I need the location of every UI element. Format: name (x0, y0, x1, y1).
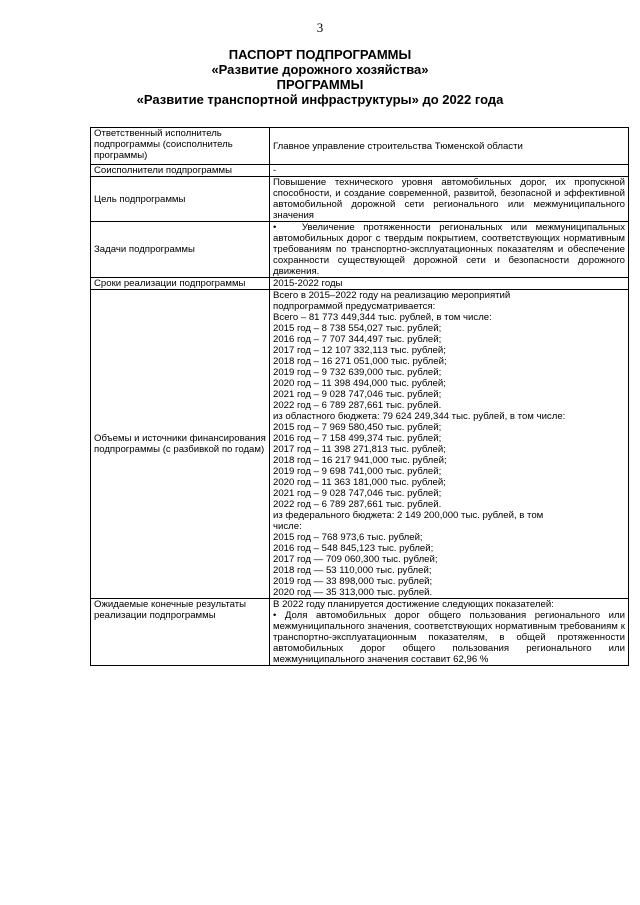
terms-value: 2015-2022 годы (270, 278, 629, 290)
financing-line: 2019 год — 33 898,000 тыс. рублей; (273, 576, 433, 587)
table-row-results (91, 599, 629, 666)
executor-label: Ответственный исполнитель подпрограммы (соисполнитель программы) (91, 128, 270, 165)
financing-line: 2016 год – 548 845,123 тыс. рублей; (273, 543, 434, 554)
table-row-executor (91, 128, 629, 165)
financing-line: 2018 год – 16 271 051,000 тыс. рублей; (273, 356, 447, 367)
financing-line: 2015 год – 7 969 580,450 тыс. рублей; (273, 422, 442, 433)
financing-line: Всего в 2015–2022 году на реализацию мероприятий (273, 290, 511, 301)
financing-line: 2019 год – 9 698 741,000 тыс. рублей; (273, 466, 442, 477)
table-row-terms (91, 278, 629, 290)
financing-line: 2021 год – 9 028 747,046 тыс. рублей; (273, 488, 442, 499)
financing-line: из федерального бюджета: 2 149 200,000 тыс. рублей, в том (273, 510, 544, 521)
results-intro: В 2022 году планируется достижение следующих показателей: (273, 599, 554, 610)
financing-line: 2022 год – 6 789 287,661 тыс. рублей. (273, 400, 442, 411)
financing-line: 2017 год – 12 107 332,113 тыс. рублей; (273, 345, 446, 356)
financing-value (270, 290, 629, 599)
title-line-2: «Развитие дорожного хозяйства» (211, 62, 429, 77)
table-row-tasks (91, 222, 629, 278)
financing-line: 2016 год – 7 158 499,374 тыс. рублей; (273, 433, 442, 444)
title-line-4: «Развитие транспортной инфраструктуры» до 2022 года (136, 92, 504, 107)
financing-line: 2017 год — 709 060,300 тыс. рублей; (273, 554, 438, 565)
financing-line: 2018 год — 53 110,000 тыс. рублей; (273, 565, 432, 576)
passport-table (90, 127, 629, 666)
tasks-value-cell (270, 222, 629, 278)
financing-line: из областного бюджета: 79 624 249,344 тыс. рублей, в том числе: (273, 411, 566, 422)
financing-line: 2017 год – 11 398 271,813 тыс. рублей; (273, 444, 446, 455)
executor-value: Главное управление строительства Тюменской области (270, 128, 629, 165)
document-title (0, 47, 640, 107)
page-number: 3 (316, 20, 324, 35)
financing-line: Всего – 81 773 449,344 тыс. рублей, в том числе: (273, 312, 492, 323)
title-line-1: ПАСПОРТ ПОДПРОГРАММЫ (228, 47, 412, 62)
tasks-label: Задачи подпрограммы (91, 222, 270, 278)
financing-line: 2020 год – 11 363 181,000 тыс. рублей; (273, 477, 446, 488)
financing-label: Объемы и источники финансирования подпрограммы (с разбивкой по годам) (91, 290, 270, 599)
financing-line: 2016 год – 7 707 344,497 тыс. рублей; (273, 334, 442, 345)
financing-line: 2019 год – 9 732 639,000 тыс. рублей; (273, 367, 442, 378)
financing-line: 2022 год – 6 789 287,661 тыс. рублей. (273, 499, 442, 510)
coexecutors-label: Соисполнители подпрограммы (91, 165, 270, 177)
table-row-financing (91, 290, 629, 599)
results-bullet: • Доля автомобильных дорог общего пользования регионального или межмуниципального значения, соответствующих нормативным требованиям к транспортно-эксплуатационным показателям, в общей протяженности автомобильных дорог общего пользования регионального или межмуниципального значения составит 62,96 % (273, 610, 625, 665)
terms-label: Сроки реализации подпрограммы (91, 278, 270, 290)
financing-line: 2020 год – 11 398 494,000 тыс. рублей; (273, 378, 446, 389)
results-value (270, 599, 629, 666)
goal-label: Цель подпрограммы (91, 177, 270, 222)
financing-line: числе: (273, 521, 302, 532)
financing-line: подпрограммой предусматривается: (273, 301, 436, 312)
financing-line: 2015 год – 768 973,6 тыс. рублей; (273, 532, 423, 543)
tasks-bullet: • (273, 222, 277, 233)
table-row-goal (91, 177, 629, 222)
financing-line: 2020 год — 35 313,000 тыс. рублей. (273, 587, 433, 598)
table-row-coexecutors (91, 165, 629, 177)
goal-value: Повышение технического уровня автомобильных дорог, их пропускной способности, и создание современной, развитой, безопасной и эффективной автомобильной дорожной сети регионального или межмуниципального значения (270, 177, 629, 222)
coexecutors-value: - (270, 165, 629, 177)
title-line-3: ПРОГРАММЫ (276, 77, 364, 92)
financing-line: 2018 год – 16 217 941,000 тыс. рублей; (273, 455, 447, 466)
tasks-value: Увеличение протяженности региональных или межмуниципальных автомобильных дорог с твердым покрытием, соответствующих нормативным требованиям по транспортно-эксплуатационных показателям и обеспечение сохранности существующей дорожной сети и безопасности дорожного движения. (273, 222, 625, 277)
results-label: Ожидаемые конечные результаты реализации подпрограммы (91, 599, 270, 666)
financing-line: 2021 год – 9 028 747,046 тыс. рублей; (273, 389, 442, 400)
financing-line: 2015 год – 8 738 554,027 тыс. рублей; (273, 323, 442, 334)
